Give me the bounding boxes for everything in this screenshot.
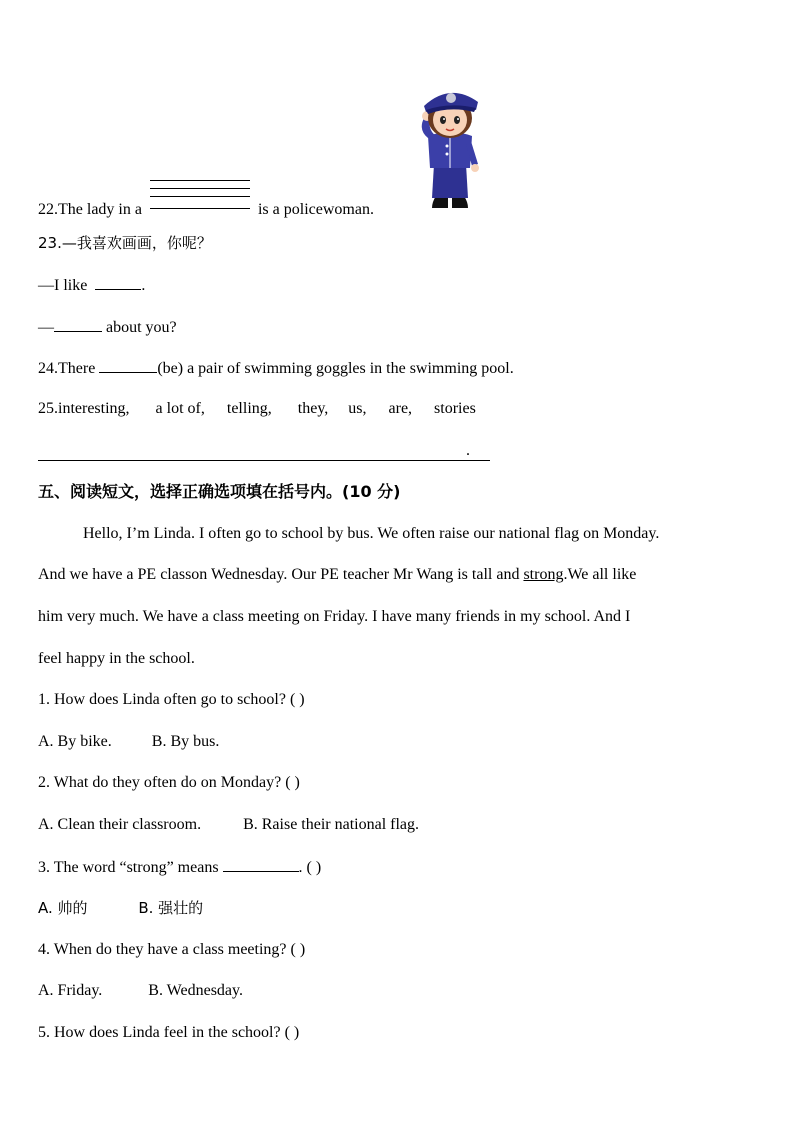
question-5: 5. How does Linda feel in the school? ( ): [38, 1024, 300, 1041]
q23-line2-dash: —: [38, 319, 54, 336]
passage-line-4: feel happy in the school.: [38, 650, 195, 667]
option-a[interactable]: A. Friday.: [38, 982, 103, 999]
option-a[interactable]: A. Clean their classroom.: [38, 816, 202, 833]
section-5-heading: 五、阅读短文，选择正确选项填在括号内。(10 分): [38, 482, 401, 501]
question-22: [38, 194, 374, 220]
question-24: [38, 358, 514, 379]
q24-blank[interactable]: [99, 358, 157, 373]
q3-end: . ( ): [298, 859, 322, 876]
option-b[interactable]: B. 强壮的: [138, 899, 204, 917]
passage-line-2-a: And we have a PE classon Wednesday. Our PE teacher Mr Wang is tall and: [38, 566, 524, 583]
question-23-line1: [38, 275, 145, 296]
question-3: [38, 857, 321, 878]
q25-word: telling,: [226, 400, 272, 417]
q25-word: they,: [297, 400, 329, 417]
q3-text: 3. The word “strong” means: [38, 859, 219, 876]
passage-line-1: Hello, I’m Linda. I often go to school by bus. We often raise our national flag on Monday.: [83, 525, 660, 542]
question-23-line2: [38, 317, 177, 338]
question-4-options: [38, 981, 243, 1001]
q25-word: us,: [348, 400, 367, 417]
question-23-prompt: 23.—我喜欢画画，你呢？: [38, 234, 212, 252]
question-25-answer-line[interactable]: [38, 443, 490, 461]
option-a[interactable]: A. By bike.: [38, 733, 112, 750]
question-1: 1. How does Linda often go to school? ( ): [38, 691, 305, 708]
option-b[interactable]: B. Wednesday.: [148, 982, 243, 999]
question-4: 4. When do they have a class meeting? ( ): [38, 941, 306, 958]
option-b[interactable]: B. Raise their national flag.: [243, 816, 420, 833]
q24-suffix: (be) a pair of swimming goggles in the swimming pool.: [157, 360, 514, 377]
q23-line1-text: —I like: [38, 277, 88, 294]
question-3-options: [38, 898, 203, 918]
passage-line-3: him very much. We have a class meeting on Friday. I have many friends in my school. And I: [38, 608, 631, 625]
question-2-options: [38, 815, 419, 835]
q22-answer-blank[interactable]: [150, 194, 250, 214]
passage-line-2: [38, 565, 636, 585]
q22-suffix: is a policewoman.: [257, 201, 374, 218]
q23-blank-2[interactable]: [54, 317, 102, 332]
q25-word: a lot of,: [155, 400, 205, 417]
q24-prefix: 24.There: [38, 360, 96, 377]
underlined-word-strong: strong: [523, 566, 564, 583]
passage-line-2-b: .We all like: [563, 566, 637, 583]
question-1-options: [38, 732, 219, 752]
option-b[interactable]: B. By bus.: [151, 733, 220, 750]
q22-prefix: 22.The lady in a: [38, 201, 142, 218]
q23-line1-end: .: [141, 277, 146, 294]
policewoman-illustration: [414, 84, 486, 210]
question-2: 2. What do they often do on Monday? ( ): [38, 774, 300, 791]
question-25-words: [38, 399, 476, 419]
q25-word: are,: [388, 400, 413, 417]
q3-blank[interactable]: [223, 857, 299, 872]
q23-blank-1[interactable]: [95, 275, 141, 290]
q25-word: 25.interesting,: [38, 400, 130, 417]
q25-period: .: [466, 442, 470, 459]
option-a[interactable]: A. 帅的: [38, 899, 88, 917]
q25-word: stories: [434, 400, 476, 417]
q23-line2-text: about you?: [106, 319, 177, 336]
